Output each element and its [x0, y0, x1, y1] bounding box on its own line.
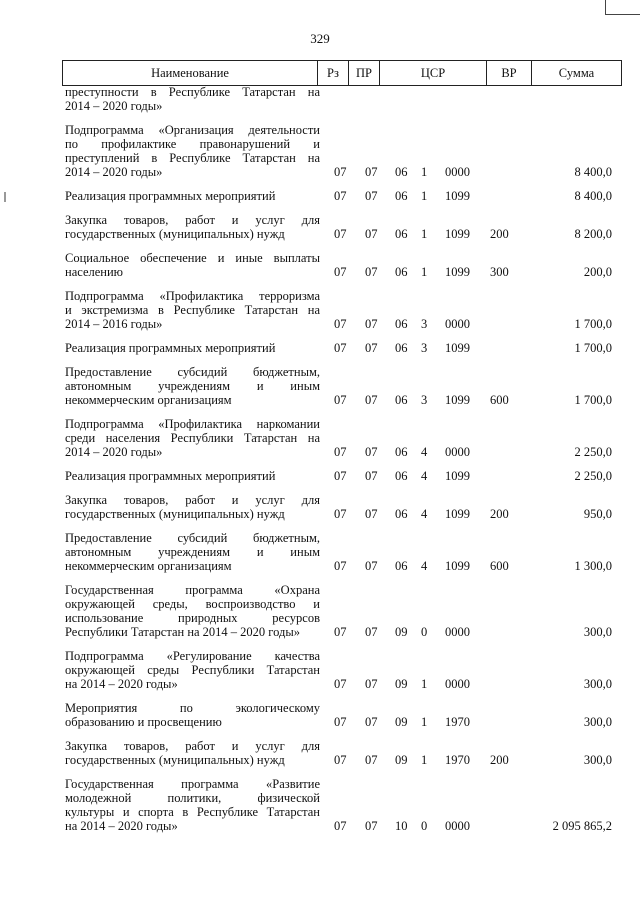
row-csr-direction: 1099 [445, 227, 470, 241]
table-row [62, 341, 622, 355]
row-name [62, 189, 320, 203]
table-body [62, 85, 622, 843]
row-rz: 07 [334, 445, 347, 459]
row-name-line: использование природных ресурсов [65, 611, 320, 625]
row-csr-subprogram: 4 [421, 507, 428, 521]
row-sum: 300,0 [583, 715, 612, 729]
row-name-line: государственных (муниципальных) нужд [65, 753, 285, 767]
row-pr: 07 [365, 753, 378, 767]
row-pr: 07 [365, 227, 378, 241]
row-rz: 07 [334, 317, 347, 331]
row-name-line: Мероприятия по экологическому [65, 701, 320, 715]
row-name-line: молодежной политики, физической [65, 791, 320, 805]
row-csr-subprogram: 1 [421, 677, 428, 691]
row-csr-program: 06 [395, 469, 408, 483]
row-name-line: 2014 – 2020 годы» [65, 99, 163, 113]
row-vr: 300 [490, 265, 509, 279]
row-sum: 300,0 [583, 677, 612, 691]
row-name-line: окружающей среды, воспроизводство и [65, 597, 320, 611]
row-name-line: автономным учреждениям и иным [65, 379, 320, 393]
row-rz: 07 [334, 469, 347, 483]
row-name-line: Предоставление субсидий бюджетным, [65, 531, 320, 545]
row-name-line: на 2014 – 2020 годы» [65, 819, 178, 833]
row-rz: 07 [334, 393, 347, 407]
row-rz: 07 [334, 165, 347, 179]
row-pr: 07 [365, 445, 378, 459]
row-csr-direction: 0000 [445, 677, 470, 691]
row-sum: 8 200,0 [574, 227, 612, 241]
row-name-line: Реализация программных мероприятий [65, 469, 276, 483]
row-rz: 07 [334, 677, 347, 691]
row-sum: 300,0 [583, 625, 612, 639]
row-name-line: 2014 – 2020 годы» [65, 445, 163, 459]
row-csr-program: 06 [395, 227, 408, 241]
row-name-line: некоммерческим организациям [65, 393, 232, 407]
table-row [62, 531, 622, 573]
row-csr-program: 06 [395, 507, 408, 521]
row-pr: 07 [365, 819, 378, 833]
row-csr-direction: 1099 [445, 393, 470, 407]
row-rz: 07 [334, 819, 347, 833]
row-name [62, 213, 320, 241]
row-csr-program: 06 [395, 317, 408, 331]
row-csr-subprogram: 0 [421, 819, 428, 833]
row-vr: 600 [490, 393, 509, 407]
row-pr: 07 [365, 715, 378, 729]
row-csr-direction: 1970 [445, 715, 470, 729]
row-sum: 2 095 865,2 [552, 819, 612, 833]
row-csr-subprogram: 3 [421, 341, 428, 355]
table-row [62, 649, 622, 691]
row-csr-program: 06 [395, 559, 408, 573]
row-rz: 07 [334, 227, 347, 241]
row-name [62, 493, 320, 521]
row-csr-program: 09 [395, 625, 408, 639]
row-csr-direction: 1970 [445, 753, 470, 767]
row-name [62, 777, 320, 833]
row-csr-subprogram: 1 [421, 189, 428, 203]
page-corner-mark [605, 0, 640, 15]
row-name-line: Реализация программных мероприятий [65, 341, 276, 355]
row-csr-direction: 1099 [445, 507, 470, 521]
row-name-line: преступлений в Республике Татарстан на [65, 151, 320, 165]
row-csr-subprogram: 1 [421, 227, 428, 241]
row-name [62, 583, 320, 639]
row-csr-subprogram: 3 [421, 393, 428, 407]
row-csr-direction: 0000 [445, 445, 470, 459]
row-name [62, 417, 320, 459]
row-rz: 07 [334, 715, 347, 729]
row-csr-program: 09 [395, 753, 408, 767]
row-csr-subprogram: 1 [421, 165, 428, 179]
header-name: Наименование [63, 61, 318, 86]
row-sum: 200,0 [583, 265, 612, 279]
table-row [62, 123, 622, 179]
row-csr-program: 06 [395, 165, 408, 179]
row-name-line: государственных (муниципальных) нужд [65, 507, 285, 521]
table-row [62, 739, 622, 767]
row-name-line: Закупка товаров, работ и услуг для [65, 213, 320, 227]
row-csr-subprogram: 3 [421, 317, 428, 331]
row-name-line: Государственная программа «Развитие [65, 777, 320, 791]
row-pr: 07 [365, 265, 378, 279]
row-pr: 07 [365, 317, 378, 331]
row-name-line: на 2014 – 2020 годы» [65, 677, 178, 691]
table-row [62, 251, 622, 279]
row-csr-subprogram: 1 [421, 753, 428, 767]
row-name [62, 739, 320, 767]
row-name-line: Республики Татарстан на 2014 – 2020 годы» [65, 625, 301, 639]
row-csr-subprogram: 4 [421, 469, 428, 483]
row-pr: 07 [365, 189, 378, 203]
row-sum: 8 400,0 [574, 189, 612, 203]
table-row [62, 493, 622, 521]
row-csr-program: 06 [395, 393, 408, 407]
table-row [62, 365, 622, 407]
row-name-line: Социальное обеспечение и иные выплаты [65, 251, 320, 265]
header-rz: Рз [318, 61, 349, 86]
row-sum: 8 400,0 [574, 165, 612, 179]
header-pr: ПР [349, 61, 380, 86]
row-name [62, 701, 320, 729]
row-sum: 1 300,0 [574, 559, 612, 573]
row-name-line: образованию и просвещению [65, 715, 222, 729]
row-rz: 07 [334, 507, 347, 521]
row-rz: 07 [334, 625, 347, 639]
row-pr: 07 [365, 677, 378, 691]
row-name-line: населению [65, 265, 123, 279]
row-name-line: Государственная программа «Охрана [65, 583, 320, 597]
row-name [62, 123, 320, 179]
row-csr-direction: 1099 [445, 559, 470, 573]
row-vr: 600 [490, 559, 509, 573]
table-row [62, 289, 622, 331]
row-sum: 1 700,0 [574, 317, 612, 331]
row-name-line: Предоставление субсидий бюджетным, [65, 365, 320, 379]
row-name [62, 365, 320, 407]
row-name-line: Подпрограмма «Организация деятельности [65, 123, 320, 137]
row-csr-direction: 0000 [445, 165, 470, 179]
row-csr-program: 06 [395, 189, 408, 203]
row-name-line: автономным учреждениям и иным [65, 545, 320, 559]
row-name-line: 2014 – 2020 годы» [65, 165, 163, 179]
row-csr-direction: 1099 [445, 469, 470, 483]
row-vr: 200 [490, 227, 509, 241]
row-name [62, 289, 320, 331]
row-pr: 07 [365, 559, 378, 573]
row-name-line: среди населения Республики Татарстан на [65, 431, 320, 445]
row-pr: 07 [365, 393, 378, 407]
row-csr-subprogram: 4 [421, 445, 428, 459]
row-csr-program: 09 [395, 715, 408, 729]
row-sum: 1 700,0 [574, 341, 612, 355]
row-csr-direction: 1099 [445, 189, 470, 203]
table-header [62, 60, 622, 86]
row-csr-direction: 0000 [445, 625, 470, 639]
row-sum: 950,0 [583, 507, 612, 521]
row-csr-program: 09 [395, 677, 408, 691]
row-name-line: государственных (муниципальных) нужд [65, 227, 285, 241]
row-csr-program: 06 [395, 265, 408, 279]
row-name-line: и экстремизма в Республике Татарстан на [65, 303, 320, 317]
table-row [62, 417, 622, 459]
row-pr: 07 [365, 469, 378, 483]
row-pr: 07 [365, 625, 378, 639]
row-name-line: окружающей среды Республики Татарстан [65, 663, 320, 677]
row-name-line: Подпрограмма «Регулирование качества [65, 649, 320, 663]
row-name-line: преступности в Республике Татарстан на [65, 85, 320, 99]
row-csr-subprogram: 0 [421, 625, 428, 639]
row-vr: 200 [490, 753, 509, 767]
row-csr-subprogram: 4 [421, 559, 428, 573]
table-row [62, 213, 622, 241]
row-name [62, 649, 320, 691]
row-name-line: Реализация программных мероприятий [65, 189, 276, 203]
header-csr: ЦСР [380, 61, 487, 86]
row-name [62, 341, 320, 355]
row-sum: 300,0 [583, 753, 612, 767]
row-name [62, 251, 320, 279]
row-csr-subprogram: 1 [421, 715, 428, 729]
row-pr: 07 [365, 341, 378, 355]
row-rz: 07 [334, 341, 347, 355]
row-name-line: Подпрограмма «Профилактика наркомании [65, 417, 320, 431]
row-csr-program: 06 [395, 341, 408, 355]
table-row [62, 189, 622, 203]
row-pr: 07 [365, 165, 378, 179]
row-vr: 200 [490, 507, 509, 521]
row-name-line: по профилактике правонарушений и [65, 137, 320, 151]
header-sum: Сумма [532, 61, 622, 86]
row-sum: 2 250,0 [574, 445, 612, 459]
row-csr-subprogram: 1 [421, 265, 428, 279]
table-row [62, 777, 622, 833]
row-rz: 07 [334, 189, 347, 203]
margin-mark [4, 192, 6, 202]
row-csr-program: 10 [395, 819, 408, 833]
row-name [62, 469, 320, 483]
row-rz: 07 [334, 753, 347, 767]
page-number: 329 [310, 31, 330, 46]
row-csr-direction: 0000 [445, 819, 470, 833]
row-name-line: 2014 – 2016 годы» [65, 317, 163, 331]
row-name-line: культуры и спорта в Республике Татарстан [65, 805, 320, 819]
row-sum: 1 700,0 [574, 393, 612, 407]
row-sum: 2 250,0 [574, 469, 612, 483]
row-name-line: Закупка товаров, работ и услуг для [65, 493, 320, 507]
row-csr-program: 06 [395, 445, 408, 459]
row-name [62, 531, 320, 573]
table-row [62, 583, 622, 639]
row-name [62, 85, 320, 113]
table-row [62, 85, 622, 113]
header-vr: ВР [487, 61, 532, 86]
row-csr-direction: 1099 [445, 265, 470, 279]
row-csr-direction: 0000 [445, 317, 470, 331]
row-name-line: Подпрограмма «Профилактика терроризма [65, 289, 320, 303]
row-rz: 07 [334, 559, 347, 573]
row-rz: 07 [334, 265, 347, 279]
row-name-line: Закупка товаров, работ и услуг для [65, 739, 320, 753]
table-row [62, 469, 622, 483]
row-csr-direction: 1099 [445, 341, 470, 355]
table-row [62, 701, 622, 729]
row-pr: 07 [365, 507, 378, 521]
row-name-line: некоммерческим организациям [65, 559, 232, 573]
